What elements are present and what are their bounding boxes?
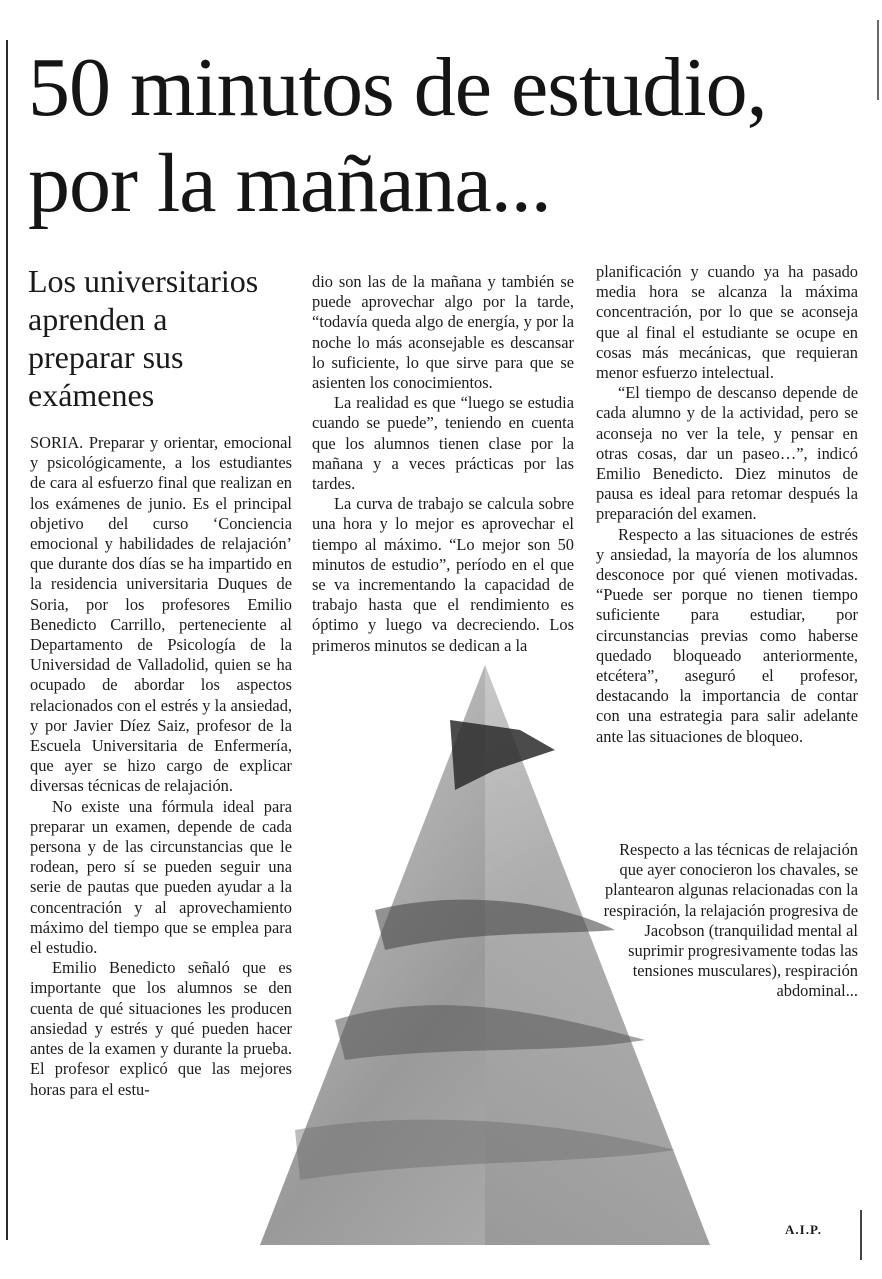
paragraph: Emilio Benedicto señaló que es importante que los alumnos se den cuenta de qué situaciones les producen ansiedad y estrés y qué pueden hacer antes de la examen y durante la prueba. El profesor explicó que las mejores horas para el estu- [30, 958, 292, 1099]
headline-line-1: 50 minutos de estudio, [28, 41, 767, 134]
author-signature: A.I.P. [785, 1222, 822, 1237]
paragraph: No existe una fórmula ideal para preparar un examen, depende de cada persona y de las circunstancias que le rodean, pero sí se pueden seguir una serie de pautas que pueden ayudar a la concentración y al aprovechamiento máximo del tiempo que se emplea para el estudio. [30, 796, 292, 958]
article-column-2 [312, 272, 574, 656]
subhead-line: aprenden a [28, 301, 168, 337]
subheadline [28, 262, 308, 414]
paragraph: “El tiempo de descanso depende de cada alumno y de la actividad, pero se aconseja no ver la tele, y pensar en otras cosas, dar un paseo…”, indicó Emilio Benedicto. Diez minutos de pausa es ideal para retomar después la preparación del examen. [596, 383, 858, 524]
paragraph: La realidad es que “luego se estudia cuando se puede”, teniendo en cuenta que los alumnos tienen clase por la mañana y a veces prácticas por las tardes. [312, 393, 574, 494]
paragraph: La curva de trabajo se calcula sobre una hora y lo mejor es aprovechar el tiempo al máximo. “Lo mejor son 50 minutos de estudio”, período en el que se va incrementando la capacidad de trabajo hasta que el rendimiento es óptimo y luego va decreciendo. Los primeros minutos se dedican a la [312, 494, 574, 655]
paragraph: SORIA. Preparar y orientar, emocional y psicológicamente, a los estudiantes de cara al esfuerzo final que realizan en los exámenes de junio. Es el principal objetivo del curso ‘Conciencia emocional y habilidades de relajación’ que durante dos días se ha impartido en la residencia universitaria Duques de Soria, por los profesores Emilio Benedicto Carrillo, perteneciente al Departamento de Psicología de la Universidad de Valladolid, quien se ha ocupado de abordar los aspectos relacionados con el estrés y la ansiedad, y por Javier Díez Saiz, profesor de la Escuela Universitaria de Enfermería, que ayer se hizo cargo de explicar diversas técnicas de relajación. [30, 433, 292, 796]
paragraph: Respecto a las técnicas de relajación que ayer conocieron los chavales, se plantearon algunas relacionadas con la respiración, la relajación progresiva de Jacobson (tranquilidad mental al suprimir progresivamente todas las tensiones musculares), respiración abdominal... [603, 840, 858, 1001]
headline-line-2: por la mañana... [28, 137, 551, 230]
column-rule-bottom [860, 1210, 862, 1260]
subhead-line: Los universitarios [28, 263, 259, 299]
column-rule-left [6, 40, 8, 1240]
subhead-line: exámenes [28, 377, 155, 413]
paragraph: planificación y cuando ya ha pasado media hora se alcanza la máxima concentración, por lo que se aconseja que al final el estudiante se ocupe en cosas más mecánicas, que requieran menor esfuerzo intelectual. [596, 262, 858, 383]
headline [28, 40, 868, 232]
article-column-1 [30, 433, 292, 1100]
paragraph: Respecto a las situaciones de estrés y ansiedad, la mayoría de los alumnos desconoce por qué vienen motivadas. “Puede ser porque no tienen tiempo suficiente para estudiar, por circunstancias previas como haberse quedado bloqueado anteriormente, etcétera”, aseguró el profesor, destacando la importancia de contar con una estrategia para salir adelante ante las situaciones de bloqueo. [596, 524, 858, 746]
paragraph: dio son las de la mañana y también se puede aprovechar algo por la tarde, “todavía queda algo de energía, y por la noche lo más aconsejable es descansar lo suficiente, lo que sirve para que se asienten los conocimientos. [312, 272, 574, 393]
article-column-3 [596, 262, 858, 747]
article-column-4 [596, 840, 858, 1002]
column-rule-right [877, 20, 879, 100]
subhead-line: preparar sus [28, 339, 184, 375]
